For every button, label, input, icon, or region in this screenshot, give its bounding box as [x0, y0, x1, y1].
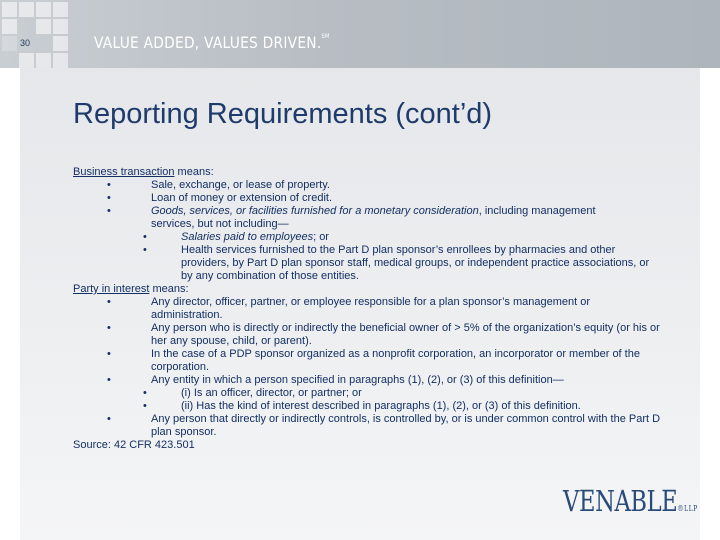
- pi-heading: [73, 283, 663, 296]
- venable-logo: [563, 484, 698, 518]
- list-item-text: , including management: [478, 205, 596, 217]
- sub-item-text: (ii) Has the kind of interest described in paragraphs (1), (2), or (3) of this definition.: [181, 400, 581, 412]
- bullet-icon: •: [143, 231, 147, 243]
- list-item-text: Any entity in which a person specified in paragraphs (1), (2), or (3) of this definition—: [151, 374, 564, 386]
- list-item: [73, 179, 663, 192]
- service-mark: SM: [321, 33, 330, 40]
- slide-content: [73, 166, 663, 452]
- list-item-text: Loan of money or extension of credit.: [151, 192, 332, 204]
- header-banner: [0, 0, 720, 68]
- bullet-icon: •: [143, 387, 147, 399]
- list-item-text: Sale, exchange, or lease of property.: [151, 179, 330, 191]
- bullet-icon: •: [107, 348, 111, 360]
- bt-suffix: means:: [174, 166, 214, 178]
- bullet-icon: •: [107, 322, 111, 334]
- logo-name: VENABLE: [563, 484, 678, 518]
- sub-item-text: Health services furnished to the Part D plan sponsor’s enrollees by pharmacies and other providers, by Part D plan sponsor staff, medical groups, or independent practice associations, or by any combination of those entities.: [181, 244, 650, 282]
- sub-list-item: [73, 400, 663, 413]
- bullet-icon: •: [107, 192, 111, 204]
- list-item-text-cont: services, but not including—: [151, 218, 289, 230]
- slide-title: Reporting Requirements (cont’d): [73, 98, 493, 130]
- list-item-text: Any director, officer, partner, or employee responsible for a plan sponsor’s management or administration.: [151, 296, 591, 321]
- sub-item-text: ; or: [313, 231, 329, 243]
- sub-list-item: [73, 244, 663, 283]
- logo-llp: LLP: [684, 504, 698, 513]
- sub-list-item: [73, 387, 663, 400]
- sub-list-item: [73, 231, 663, 244]
- list-item-text: Any person that directly or indirectly controls, is controlled by, or is under common control with the Part D plan sponsor.: [151, 413, 661, 438]
- sub-item-italic: Salaries paid to employees: [181, 231, 314, 243]
- bt-term: Business transaction: [73, 166, 175, 178]
- list-item: [73, 205, 663, 231]
- page-number: 30: [20, 38, 31, 48]
- list-item: [73, 296, 663, 322]
- list-item: [73, 374, 663, 387]
- pi-suffix: means:: [149, 283, 189, 295]
- pi-term: Party in interest: [73, 283, 150, 295]
- bullet-icon: •: [107, 296, 111, 308]
- bullet-icon: •: [143, 400, 147, 412]
- bullet-icon: •: [107, 374, 111, 386]
- source-citation: Source: 42 CFR 423.501: [73, 439, 195, 451]
- list-item-italic: Goods, services, or facilities furnished for a monetary consideration: [151, 205, 479, 217]
- header-grid-decoration: [0, 0, 80, 68]
- sub-item-text: (i) Is an officer, director, or partner; or: [181, 387, 362, 399]
- bullet-icon: •: [107, 205, 111, 217]
- tagline-text: VALUE ADDED, VALUES DRIVEN.: [94, 33, 322, 52]
- list-item: [73, 192, 663, 205]
- list-item: [73, 348, 663, 374]
- bt-heading: [73, 166, 663, 179]
- bullet-icon: •: [107, 179, 111, 191]
- list-item: [73, 322, 663, 348]
- list-item-text: Any person who is directly or indirectly the beneficial owner of > 5% of the organization’s equity (or his or her any spouse, child, or parent).: [151, 322, 660, 347]
- bullet-icon: •: [143, 244, 147, 256]
- logo-registered-mark: ®: [677, 504, 685, 513]
- tagline: [94, 33, 330, 52]
- list-item: [73, 413, 663, 439]
- bullet-icon: •: [107, 413, 111, 425]
- list-item-text: In the case of a PDP sponsor organized as a nonprofit corporation, an incorporator or member of the corporation.: [151, 348, 640, 373]
